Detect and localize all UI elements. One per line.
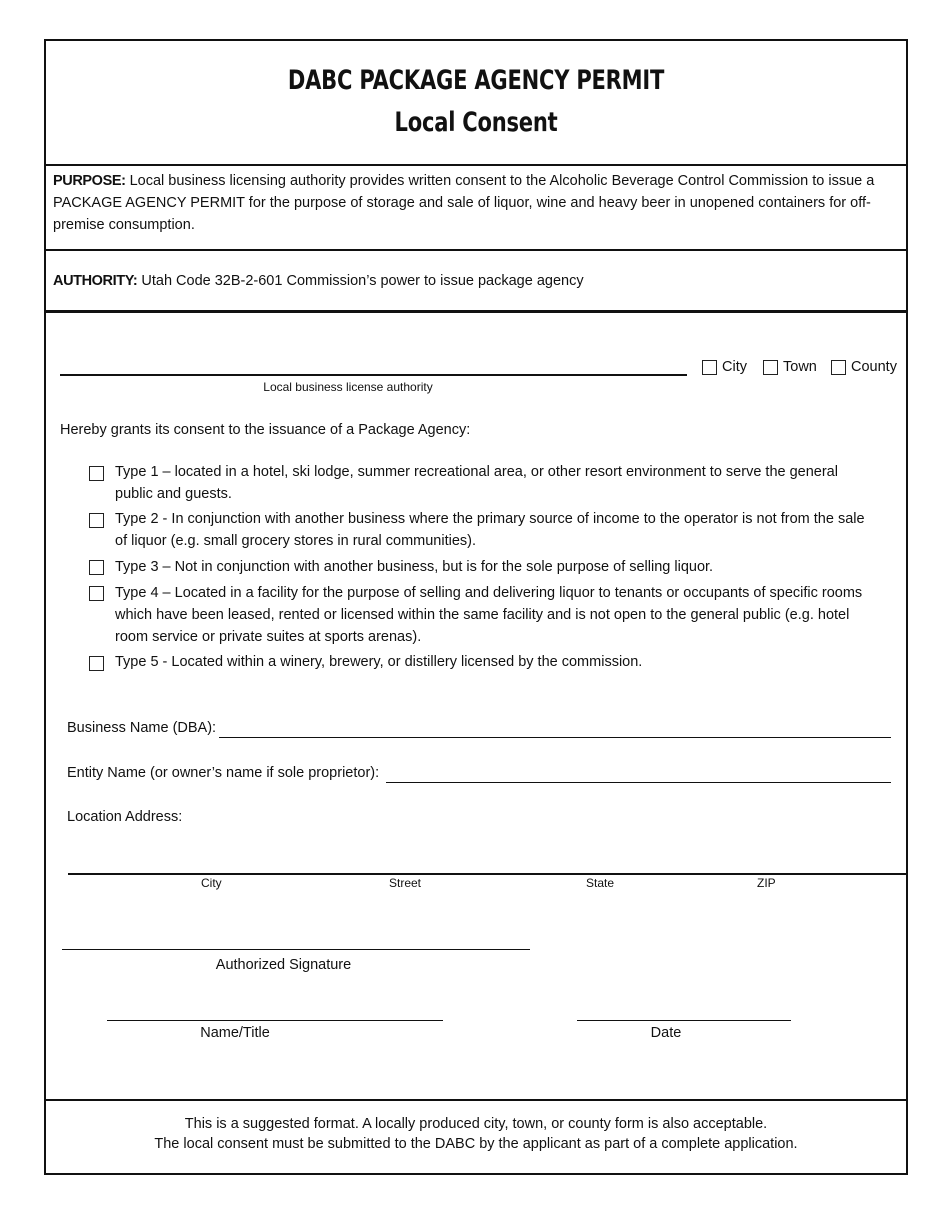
type-4-text: Type 4 – Located in a facility for the purpose of selling and delivering liquor to tenants or occupants of specific rooms which have been leased, rented or licensed within the same facility and is not open to the general public (e.g. hotel room service or private suites at sports arenas). xyxy=(115,585,863,645)
county-label: County xyxy=(851,359,897,375)
authority-name-line[interactable] xyxy=(60,374,687,376)
town-checkbox[interactable] xyxy=(763,360,778,375)
purpose-label: PURPOSE: xyxy=(53,173,126,189)
authority-line-caption: Local business license authority xyxy=(263,380,433,394)
town-label: Town xyxy=(783,359,817,375)
divider xyxy=(46,310,906,313)
footer-line-1: This is a suggested format. A locally produced city, town, or county form is also acceptable. xyxy=(184,1116,768,1132)
type-3-checkbox[interactable] xyxy=(89,560,104,575)
address-street-caption: Street xyxy=(389,876,422,890)
type-1-checkbox[interactable] xyxy=(89,466,104,481)
address-city-caption: City xyxy=(201,876,222,890)
name-title-label: Name/Title xyxy=(200,1025,270,1041)
authorized-signature-field[interactable] xyxy=(62,949,530,950)
location-address-label: Location Address: xyxy=(67,809,183,825)
grant-text: Hereby grants its consent to the issuance of a Package Agency: xyxy=(60,422,471,438)
footer-line-2: The local consent must be submitted to the DABC by the applicant as part of a complete application. xyxy=(154,1136,798,1152)
entity-name-field[interactable] xyxy=(386,782,891,783)
city-label: City xyxy=(722,359,747,375)
name-title-field[interactable] xyxy=(107,1020,443,1021)
divider xyxy=(46,249,906,251)
date-field[interactable] xyxy=(577,1020,791,1021)
authorized-signature-label: Authorized Signature xyxy=(215,957,352,973)
address-zip-caption: ZIP xyxy=(757,876,776,890)
type-5-text: Type 5 - Located within a winery, brewery, or distillery licensed by the commission. xyxy=(115,654,643,670)
divider xyxy=(46,1099,906,1101)
type-2-text: Type 2 - In conjunction with another business where the primary source of income to the operator is not from the sale of liquor (e.g. small grocery stores in rural communities). xyxy=(115,511,865,549)
city-checkbox[interactable] xyxy=(702,360,717,375)
purpose-section xyxy=(53,170,889,236)
type-5-checkbox[interactable] xyxy=(89,656,104,671)
divider xyxy=(46,164,906,166)
form-subtitle: Local Consent xyxy=(394,107,558,138)
authority-label: AUTHORITY: xyxy=(53,273,138,289)
business-name-label: Business Name (DBA): xyxy=(67,720,217,736)
form-title: DABC PACKAGE AGENCY PERMIT xyxy=(287,65,665,96)
authority-section xyxy=(53,270,889,292)
type-4-checkbox[interactable] xyxy=(89,586,104,601)
county-checkbox[interactable] xyxy=(831,360,846,375)
location-address-field[interactable] xyxy=(68,873,908,875)
date-label: Date xyxy=(650,1025,682,1041)
form-frame xyxy=(44,39,908,1175)
authority-text: Utah Code 32B-2-601 Commission’s power to issue package agency xyxy=(141,273,584,289)
business-name-field[interactable] xyxy=(219,737,891,738)
type-1-text: Type 1 – located in a hotel, ski lodge, summer recreational area, or other resort environment to serve the general public and guests. xyxy=(115,464,838,502)
entity-name-label: Entity Name (or owner’s name if sole proprietor): xyxy=(67,765,380,781)
footer xyxy=(46,1114,906,1154)
address-state-caption: State xyxy=(586,876,615,890)
type-3-text: Type 3 – Not in conjunction with another business, but is for the sole purpose of selling liquor. xyxy=(115,559,714,575)
purpose-text: Local business licensing authority provides written consent to the Alcoholic Beverage Control Commission to issue a PACKAGE AGENCY PERMIT for the purpose of storage and sale of liquor, wine and heavy beer in unopened containers for off-premise consumption. xyxy=(53,173,875,233)
type-2-checkbox[interactable] xyxy=(89,513,104,528)
